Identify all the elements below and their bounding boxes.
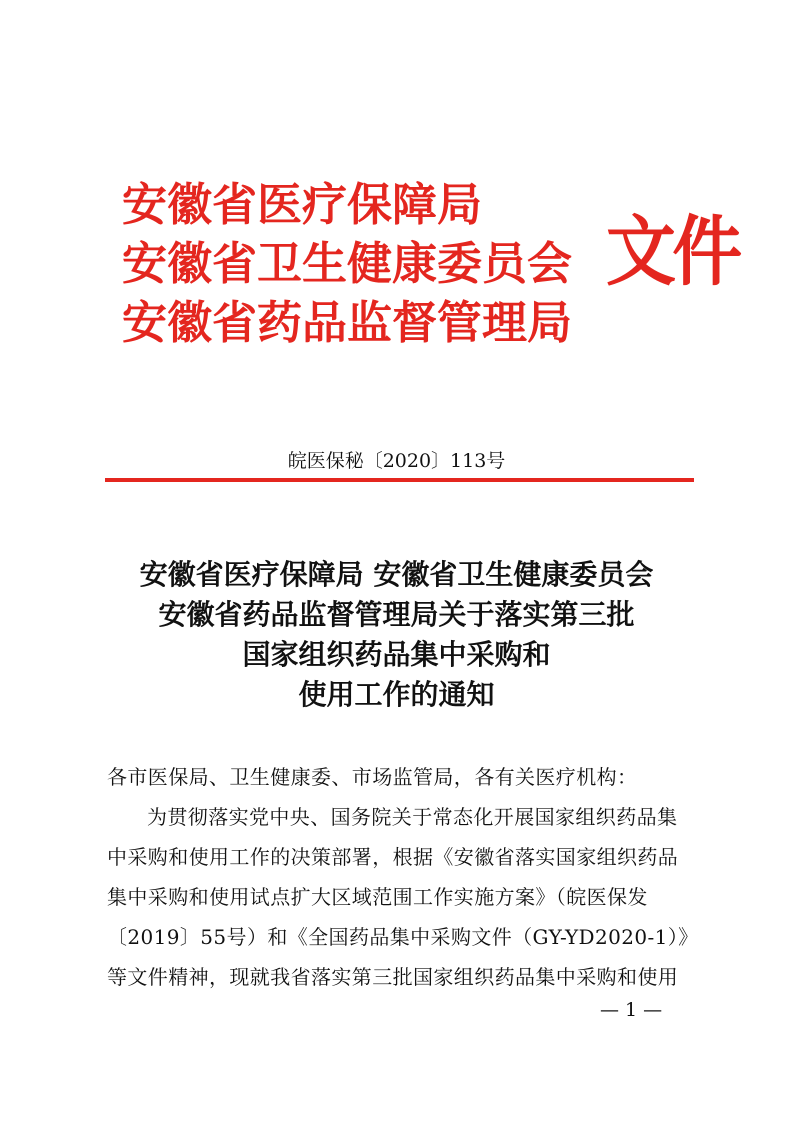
agency-name-medical-security: 安徽省医疗保障局 — [122, 178, 483, 231]
body-text — [107, 757, 699, 997]
title-line: 使用工作的通知 — [298, 678, 495, 711]
document-header — [100, 175, 739, 355]
title-line: 国家组织药品集中采购和 — [242, 638, 551, 671]
document-type-label: 文件 — [606, 207, 739, 296]
title-line: 安徽省医疗保障局 安徽省卫生健康委员会 — [139, 558, 654, 591]
agency-name-drug-administration: 安徽省药品监督管理局 — [122, 296, 573, 349]
body-line: 集中采购和使用试点扩大区域范围工作实施方案》（皖医保发 — [107, 885, 648, 909]
body-line: 为贯彻落实党中央、国务院关于常态化开展国家组织药品集 — [147, 805, 678, 829]
salutation-line: 各市医保局、卫生健康委、市场监管局，各有关医疗机构： — [107, 765, 638, 789]
document-number: 皖医保秘〔2020〕113号 — [287, 450, 506, 472]
document-title — [90, 555, 703, 715]
agency-name-health-commission: 安徽省卫生健康委员会 — [122, 237, 573, 290]
page-number: — 1 — — [600, 999, 663, 1021]
body-line: 中采购和使用工作的决策部署，根据《安徽省落实国家组织药品 — [107, 845, 679, 869]
red-separator-line — [105, 478, 694, 482]
body-line: 〔2019〕55号）和《全国药品集中采购文件（GY-YD2020-1）》 — [107, 925, 699, 949]
title-line: 安徽省药品监督管理局关于落实第三批 — [158, 598, 635, 631]
body-line: 等文件精神，现就我省落实第三批国家组织药品集中采购和使用 — [107, 965, 679, 989]
issuing-agencies — [122, 175, 592, 352]
